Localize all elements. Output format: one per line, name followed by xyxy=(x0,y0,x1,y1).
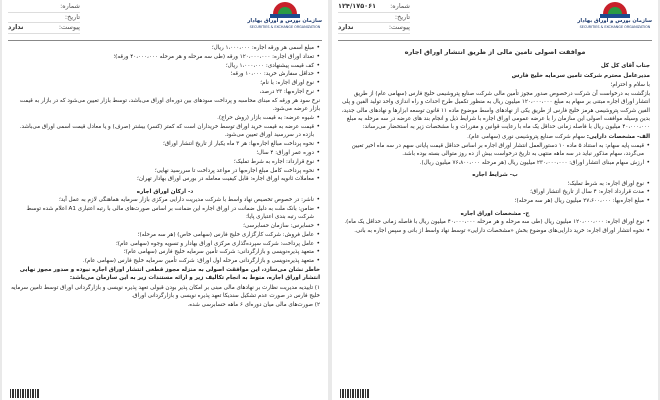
list-item: • نحوه پرداخت مبالغ اجاره‌بها: هر ۳ ماه یکبار از تاریخ انتشار اوراق؛ xyxy=(10,140,320,148)
meta-attachment: پیوست: ندارد xyxy=(338,23,410,34)
rate-note: نرخ سود هر ورقه که مبنای محاسبه و پرداخت سودهای بین دوره‌ای اوراق می‌باشد، توسط بازار تعیین می‌شود که در بازار به قیمت بازار عرضه می‌شود. xyxy=(19,97,320,113)
section-text: سهام شرکت صنایع پتروشیمی نوری (سهامی عام). xyxy=(467,133,585,140)
emblem-icon xyxy=(270,2,300,18)
letter-body xyxy=(340,44,650,388)
list-item: • متعهد پذیره‌نویسی و بازارگردانی مرحله اول اوراق: شرکت تأمین سرمایه خلیج فارس (سهامی عام). xyxy=(10,257,320,265)
section-heading: ب- شرایط اجاره xyxy=(472,172,518,179)
list-item: • نحوه پرداخت کامل مبلغ اجاره‌بها در مواعد پرداخت تا سررسید نهایی؛ xyxy=(10,167,320,175)
condition-item: ۲) صورت‌های مالی میان دوره‌ای ۶ ماهه حسابرسی شده. xyxy=(187,302,320,309)
list-item: • ضامن: بانک ملت به دلیل ضمانت در اوراق اجاره این ضمانت بر اساس صورت‌های مالی با رتبه اعتباری A1 اعلام شده توسط شرکت رتبه بندی اعتباری پایا؛ xyxy=(10,205,320,222)
meta-date: تاریخ: xyxy=(8,13,80,24)
list-item: • نوع اوراق اجاره: با نام؛ xyxy=(10,79,320,87)
org-name-en: SECURITIES & EXCHANGE ORGANIZATION xyxy=(249,25,321,29)
list-item: • مبلغ اجاره‌بها: ۲۷،۶۰۰،۰۰۰ میلیون ریال (هر سه مرحله)؛ xyxy=(340,197,650,205)
lease-terms-list xyxy=(340,180,650,206)
emblem-icon xyxy=(600,2,630,18)
organization-logo xyxy=(248,2,322,36)
list-item: • تعداد اوراق اجاره: ۱۲۰،۰۰۰،۰۰۰ ورقه (طی سه مرحله و هر مرحله ۴۰،۰۰۰،۰۰۰ ورقه)؛ xyxy=(10,53,320,61)
list-item: • ناشر: در خصوص تخصیص نهاد واسط با شرکت مدیریت دارایی مرکزی بازار سرمایه هماهنگی لازم به عمل آید؛ xyxy=(10,196,320,204)
list-item: • متعهد پذیره‌نویسی و بازارگردانی: شرکت تأمین سرمایه خلیج فارس (سهامی عام)؛ xyxy=(10,248,320,256)
list-item: • نوع اوراق اجاره: به شرط تملیک؛ xyxy=(340,180,650,188)
org-name-fa: سازمان بورس و اوراق بهادار xyxy=(247,18,322,24)
condition-item: ۱) تاییدیه مدیریت نظارت بر نهادهای مالی مبنی بر امکان پذیر بودن قبولی تعهد پذیره نویسی و بازارگردانی اوراق توسط تامین سرمایه خلیج فارس در صورت عدم تشکیل سندیکا تعهد پذیره نویسی و بازارگردانی اوراق. xyxy=(11,284,320,299)
letterhead xyxy=(2,0,328,40)
addressee-title: مدیرعامل محترم شرکت تامین سرمایه خلیج فارس xyxy=(511,72,650,79)
barcode-icon xyxy=(340,389,370,398)
list-item: • نوع قرارداد: اجاره به شرط تملیک؛ xyxy=(10,158,320,166)
letter-meta xyxy=(338,2,410,34)
barcode-icon xyxy=(10,389,40,398)
section-heading: الف- مشخصات دارایی: xyxy=(586,133,650,140)
list-item: • مدت قرارداد اجاره: ۴ سال از تاریخ انتشار اوراق؛ xyxy=(340,188,650,196)
letterhead xyxy=(332,0,658,40)
letter-title: موافقت اصولی تامین مالی از طریق انتشار اوراق اجاره xyxy=(404,48,586,56)
list-item: • حسابرس: سازمان حسابرسی؛ xyxy=(10,222,320,230)
section-a xyxy=(340,133,650,141)
list-item: • حداقل سفارش خرید: ۱۰،۰۰۰ ورقه؛ xyxy=(10,70,320,78)
terms-list xyxy=(10,114,320,183)
asset-list xyxy=(340,142,650,167)
closing-paragraph: خاطر نشان می‌سازد، این موافقت اصولی به منزله مجوز قطعی انتشار اوراق اجاره نبوده و صدور مجوز نهایی انتشار اوراق اجاره، منوط به انجام تکالیف زیر و ارائه مستندات زیر به این سازمان می‌باشد: xyxy=(19,266,320,282)
meta-attachment: پیوست: ندارد xyxy=(8,23,80,34)
meta-number: شماره: xyxy=(8,2,80,13)
org-name-fa: سازمان بورس و اوراق بهادار xyxy=(577,18,652,24)
list-item: • قیمت پایه سهام: به استناد ۵ ماده ۱۰ دستورالعمل انتشار اوراق اجاره بر اساس حداقل قیمت پایانی سهم در سه ماه اخیر تعیین می‌گردد، سهام مذکور نباید در سه ماهه منتهی به تاریخ درخواست بیش از ده روز متوالی بسته بوده باشد. xyxy=(340,142,650,159)
addressee-name: جناب آقای کل کل xyxy=(600,63,650,70)
org-name-en: SECURITIES & EXCHANGE ORGANIZATION xyxy=(579,25,651,29)
section-heading: د- ارکان اوراق اجاره xyxy=(136,188,194,195)
greeting: با سلام و احترام؛ xyxy=(610,81,650,88)
header-divider xyxy=(338,40,652,41)
letter-body xyxy=(10,44,320,388)
list-item: • عامل پرداخت: شرکت سپرده‌گذاری مرکزی اوراق بهادار و تسویه وجوه (سهامی عام)؛ xyxy=(10,240,320,248)
list-item: • نرخ اجاره‌بها: ۲۳ درصد، xyxy=(10,88,320,96)
organization-logo xyxy=(578,2,652,36)
pillars-list xyxy=(10,196,320,265)
list-item: • قیمت عرضه به قیمت خرید اوراق توسط خریداران است که کمتر (کسر) بیشتر (صرف) و یا معادل قیمت اسمی اوراق می‌باشد. بازده در سررسید اوراق تعیین می‌شود. xyxy=(10,123,320,140)
letter-meta xyxy=(8,2,80,34)
document-page-right xyxy=(332,0,658,400)
meta-number: شماره: ۱۲۴/۱۷۵۰۶۱ xyxy=(338,2,410,13)
list-item: • معاملات ثانویه اوراق اجاره: قابل کیفیت معامله در بورس اوراق بهادار تهران؛ xyxy=(10,175,320,183)
meta-date: تاریخ: xyxy=(338,13,410,24)
terms-list xyxy=(10,44,320,96)
body-paragraph: بازگشت به درخواست آن شرکت درخصوص صدور مجوز تأمین مالی شرکت صنایع پتروشیمی خلیج فارس (سهامی عام) از طریق انتشار اوراق اجاره مبتنی بر سهام به مبلغ ۱۲۰،۰۰۰،۰۰۰ میلیون ریال به منظور تکمیل طرح احداث و راه اندازی واحد تولید الفین و پلی الفین شرکت پتروشیمی هرمز خلیج فارس از طریق یکی از نهادهای واسط موضوع ماده ۱۱ قانون توسعه ابزارها و نهادهای مالی جدید، بدین وسیله موافقت اصولی این سازمان را با عرضه عمومی اوراق اجاره با شرایط ذیل و انجام بند های عرضه در سه مرحله به مبلغ ۴۰،۰۰۰،۰۰۰ میلیون ریال با فاصله زمانی حداقل یک ماه با رعایت قوانین و مقررات و با مشخصات زیر به استحضار می‌رساند: xyxy=(341,91,650,131)
header-divider xyxy=(8,40,322,41)
list-item: • دوره عمر اوراق: ۴ سال؛ xyxy=(10,149,320,157)
list-item: • عامل فروش: شرکت کارگزاری خلیج فارس (سهامی خاص) (هر سه مرحله)؛ xyxy=(10,231,320,239)
list-item: • مبلغ اسمی هر ورقه اجاره: ۱،۰۰۰،۰۰۰ ریال؛ xyxy=(10,44,320,52)
list-item: • نحوه انتشار اوراق اجاره: خرید دارایی‌های موضوع بخش «مشخصات دارایی» توسط نهاد واسط از بانی و سپس اجاره به بانی. xyxy=(340,227,650,235)
list-item: • شیوه عرضه: به قیمت بازار (روش حراج). xyxy=(10,114,320,122)
list-item: • ارزش سهام مبنای انتشار اوراق: ۲۳۰،۰۰۰،۰۰۰ میلیون ریال (هر مرحله ۷۶،۸۰۰،۰۰۰ میلیون ریال). xyxy=(340,159,650,167)
securities-list xyxy=(340,218,650,235)
document-page-left xyxy=(2,0,328,400)
list-item: • نوع اوراق اجاره: ۱۲۰،۰۰۰،۰۰۰ میلیون ریال (طی سه مرحله و هر مرحله ۴۰،۰۰۰،۰۰۰ میلیون ریال با فاصله زمانی حداقل یک ماه). xyxy=(340,218,650,226)
list-item: • کف قیمت پیشنهادی: ۱،۰۰۰،۰۰۰ ریال؛ xyxy=(10,62,320,70)
section-heading: ج- مشخصات اوراق اجاره xyxy=(460,210,530,217)
